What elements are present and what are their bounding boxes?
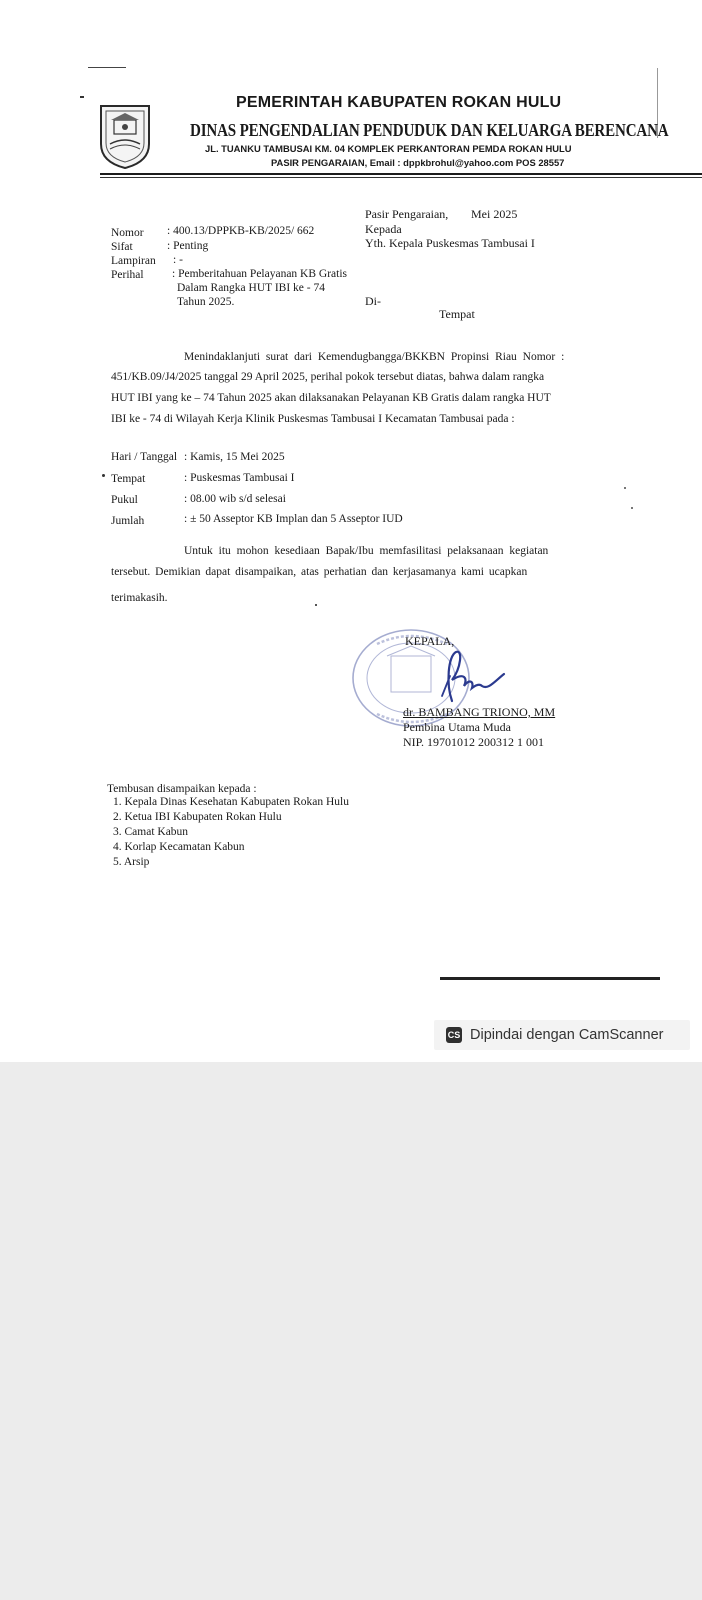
signatory-title: KEPALA, — [405, 634, 455, 648]
cc-item-1: 1. Kepala Dinas Kesehatan Kabupaten Rokan Hulu — [113, 796, 349, 808]
page-bottom-edge — [440, 977, 660, 980]
recipient-label: Kepada — [365, 222, 402, 236]
cc-item-3: 3. Camat Kabun — [113, 826, 189, 838]
camscanner-text: Dipindai dengan CamScanner — [470, 1027, 664, 1043]
subject-continuation-2: Tahun 2025. — [177, 296, 235, 308]
meta-label-sifat: Sifat — [111, 241, 133, 253]
date: Mei 2025 — [471, 207, 518, 221]
detail-value-time: : 08.00 wib s/d selesai — [184, 493, 286, 505]
body-para1-line3: HUT IBI yang ke – 74 Tahun 2025 akan dilaksanakan Pelayanan KB Gratis dalam rangka HUT — [111, 392, 551, 404]
body-para1-line2: 451/KB.09/J4/2025 tanggal 29 April 2025, perihal pokok tersebut diatas, bahwa dalam rangka — [111, 371, 545, 383]
recipient-at-label: Di- — [365, 294, 381, 308]
meta-value-perihal: : Pemberitahuan Pelayanan KB Gratis — [172, 268, 348, 280]
scan-speck — [88, 67, 126, 68]
meta-label-lampiran: Lampiran — [111, 255, 156, 267]
meta-value-nomor: : 400.13/DPPKB-KB/2025/ 662 — [167, 225, 315, 237]
letterhead-contact: PASIR PENGARAIAN, Email : dppkbrohul@yahoo.com POS 28557 — [271, 157, 565, 168]
detail-label-date: Hari / Tanggal — [111, 451, 178, 463]
subject-continuation-1: Dalam Rangka HUT IBI ke - 74 — [177, 282, 325, 294]
letterhead-agency: DINAS PENGENDALIAN PENDUDUK DAN KELUARGA BERENCANA — [190, 120, 669, 140]
meta-value-lampiran: : - — [173, 254, 183, 266]
meta-label-nomor: Nomor — [111, 227, 144, 239]
scan-speck — [315, 604, 317, 606]
handwritten-signature — [430, 646, 510, 706]
recipient-at-value: Tempat — [439, 307, 475, 321]
camscanner-watermark — [434, 1020, 690, 1050]
body-para1-line1: Menindaklanjuti surat dari Kemendugbangga/BKKBN Propinsi Riau Nomor : — [184, 351, 565, 363]
meta-value-sifat: : Penting — [167, 240, 209, 252]
meta-label-perihal: Perihal — [111, 269, 144, 281]
body-para2-line2: tersebut. Demikian dapat disampaikan, atas perhatian dan kerjasamanya kami ucapkan — [111, 566, 528, 578]
detail-label-count: Jumlah — [111, 515, 145, 527]
letterhead-address: JL. TUANKU TAMBUSAI KM. 04 KOMPLEK PERKANTORAN PEMDA ROKAN HULU — [205, 143, 572, 154]
cc-item-2: 2. Ketua IBI Kabupaten Rokan Hulu — [113, 811, 282, 823]
detail-label-time: Pukul — [111, 494, 138, 506]
scan-speck — [624, 487, 626, 489]
detail-value-place: : Puskesmas Tambusai I — [184, 472, 295, 484]
letterhead-rule-thick — [100, 173, 702, 175]
scan-speck — [631, 507, 633, 509]
cc-item-4: 4. Korlap Kecamatan Kabun — [113, 841, 245, 853]
body-para2-line3: terimakasih. — [111, 592, 168, 604]
scan-speck — [80, 96, 84, 98]
signatory-rank: Pembina Utama Muda — [403, 720, 511, 734]
camscanner-logo-icon: CS — [446, 1027, 462, 1043]
detail-label-place: Tempat — [111, 473, 146, 485]
scan-speck — [102, 474, 105, 477]
regency-emblem — [97, 100, 153, 170]
signatory-name: dr. BAMBANG TRIONO, MM — [403, 705, 556, 719]
recipient-name: Yth. Kepala Puskesmas Tambusai I — [365, 236, 535, 250]
body-para1-line4: IBI ke - 74 di Wilayah Kerja Klinik Puskesmas Tambusai I Kecamatan Tambusai pada : — [111, 413, 515, 425]
detail-value-date: : Kamis, 15 Mei 2025 — [184, 451, 285, 463]
body-para2-line1: Untuk itu mohon kesediaan Bapak/Ibu memfasilitasi pelaksanaan kegiatan — [184, 545, 549, 557]
place: Pasir Pengaraian, — [365, 207, 449, 221]
cc-heading: Tembusan disampaikan kepada : — [107, 783, 257, 795]
cc-item-5: 5. Arsip — [113, 856, 150, 868]
detail-value-count: : ± 50 Asseptor KB Implan dan 5 Asseptor IUD — [184, 513, 403, 525]
letterhead-government: PEMERINTAH KABUPATEN ROKAN HULU — [236, 94, 562, 111]
letterhead-rule-thin — [100, 177, 702, 178]
signatory-nip: NIP. 19701012 200312 1 001 — [403, 735, 545, 749]
